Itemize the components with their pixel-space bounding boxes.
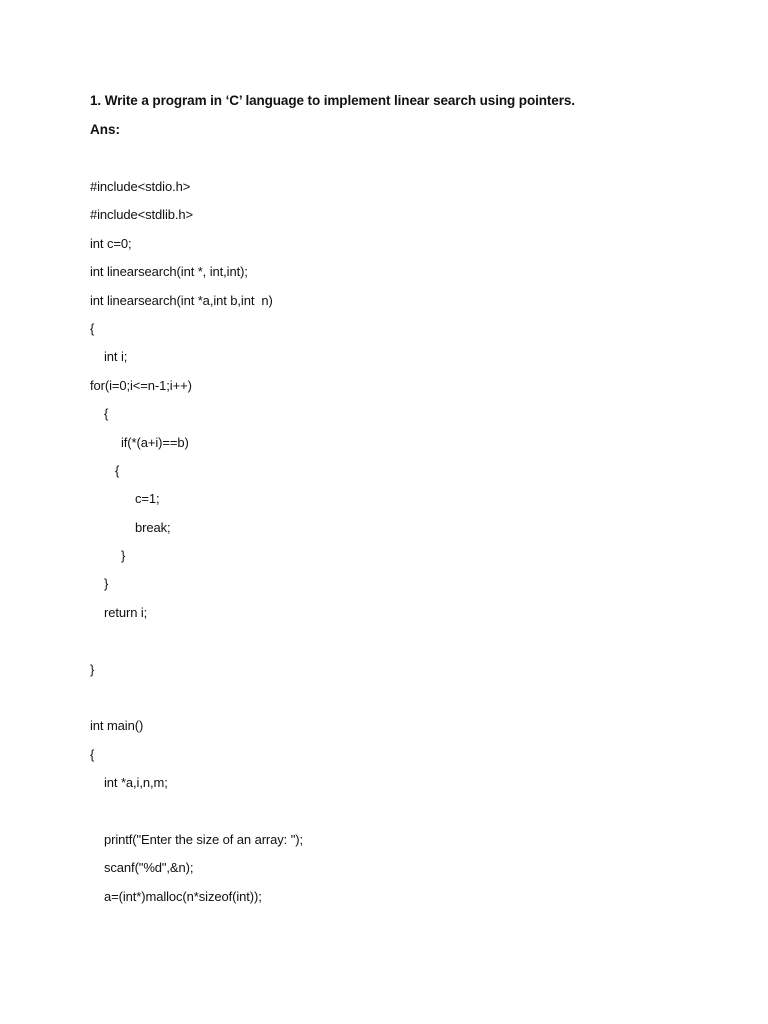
code-line: a=(int*)malloc(n*sizeof(int)); xyxy=(104,888,262,904)
code-line: #include<stdlib.h> xyxy=(90,207,193,223)
code-line: { xyxy=(104,406,109,422)
code-line: printf("Enter the size of an array: "); xyxy=(104,831,303,847)
code-line: #include<stdio.h> xyxy=(90,179,191,194)
code-line: { xyxy=(90,320,95,336)
code-line: int *a,i,n,m; xyxy=(104,775,168,791)
code-block xyxy=(90,178,303,916)
code-line: if(*(a+i)==b) xyxy=(121,434,189,450)
code-line: int i; xyxy=(104,349,128,365)
code-line: for(i=0;i<=n-1;i++) xyxy=(90,377,192,393)
code-line: int linearsearch(int *, int,int); xyxy=(90,264,248,280)
code-line: } xyxy=(104,576,109,592)
code-line xyxy=(90,803,303,831)
code-line: } xyxy=(121,548,126,564)
code-line: return i; xyxy=(104,604,148,620)
code-line: break; xyxy=(135,519,171,535)
code-line: int main() xyxy=(90,718,144,734)
code-line: c=1; xyxy=(135,491,160,507)
code-line: { xyxy=(90,746,95,762)
code-line: int linearsearch(int *a,int b,int n) xyxy=(90,292,273,308)
code-line: } xyxy=(90,661,95,677)
question-heading: 1. Write a program in ‘C’ language to implement linear search using pointers. xyxy=(90,93,575,108)
answer-label: Ans: xyxy=(90,122,120,137)
code-line: { xyxy=(115,462,120,478)
code-line xyxy=(90,632,303,660)
code-line: int c=0; xyxy=(90,235,132,251)
code-line xyxy=(90,689,303,717)
code-line: scanf("%d",&n); xyxy=(104,860,194,876)
